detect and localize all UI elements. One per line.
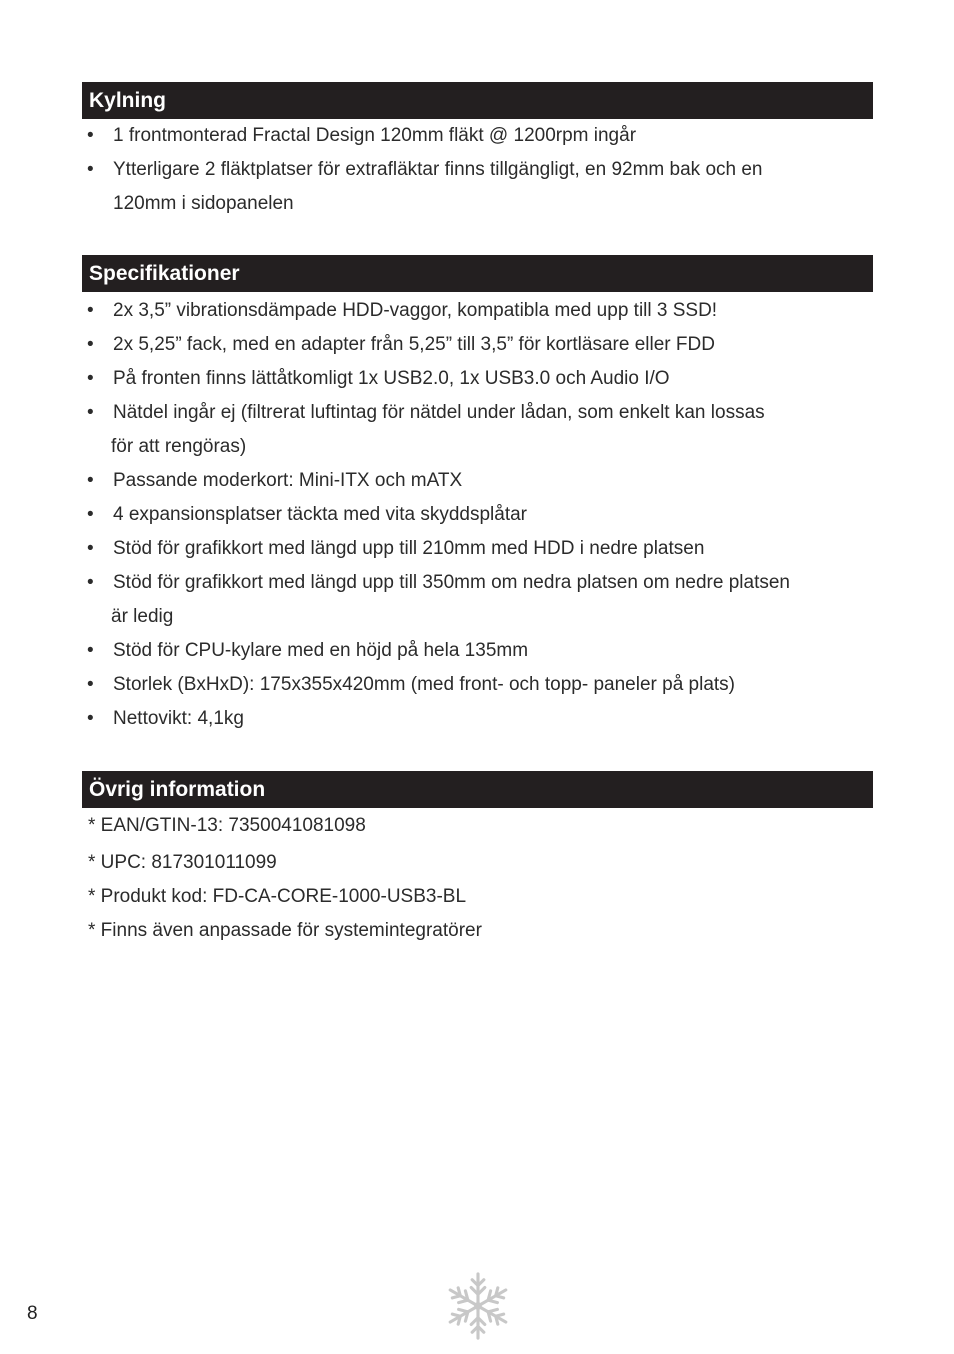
list-item: • 2x 3,5” vibrationsdämpade HDD-vaggor, kompatibla med upp till 3 SSD! [87,300,718,321]
info-upc: * UPC: 817301011099 [88,852,277,873]
list-item: • På fronten finns lättåtkomligt 1x USB2.0, 1x USB3.0 och Audio I/O [87,368,670,389]
section-header-specs: Specifikationer [82,255,873,292]
list-item: • 2x 5,25” fack, med en adapter från 5,25” till 3,5” för kortläsare eller FDD [87,334,715,355]
list-item-continuation: är ledig [111,606,174,627]
info-product-code: * Produkt kod: FD-CA-CORE-1000-USB3-BL [88,886,467,907]
list-item: • 4 expansionsplatser täckta med vita skyddsplåtar [87,504,527,525]
specs-list [82,294,873,736]
snowflake-icon [443,1270,513,1342]
list-item-continuation: för att rengöras) [111,436,247,457]
section-header-other: Övrig information [82,771,873,808]
list-item: • Ytterligare 2 fläktplatser för extrafläktar finns tillgängligt, en 92mm bak och en [87,159,763,180]
info-integrators: * Finns även anpassade för systemintegratörer [88,920,482,941]
info-ean: * EAN/GTIN-13: 7350041081098 [88,815,366,836]
list-item-continuation: 120mm i sidopanelen [113,193,294,214]
list-item: • Nettovikt: 4,1kg [87,708,244,729]
section-header-cooling: Kylning [82,82,873,119]
list-item: • Storlek (BxHxD): 175x355x420mm (med front- och topp- paneler på plats) [87,674,735,695]
list-item: • Nätdel ingår ej (filtrerat luftintag för nätdel under lådan, som enkelt kan lossas [87,402,765,423]
list-item: • Passande moderkort: Mini-ITX och mATX [87,470,463,491]
cooling-list [82,119,873,221]
list-item: • Stöd för CPU-kylare med en höjd på hela 135mm [87,640,529,661]
list-item: • Stöd för grafikkort med längd upp till 350mm om nedra platsen om nedre platsen [87,572,790,593]
page-number: 8 [27,1303,38,1324]
list-item: • 1 frontmonterad Fractal Design 120mm fläkt @ 1200rpm ingår [87,125,637,146]
list-item: • Stöd för grafikkort med längd upp till 210mm med HDD i nedre platsen [87,538,705,559]
